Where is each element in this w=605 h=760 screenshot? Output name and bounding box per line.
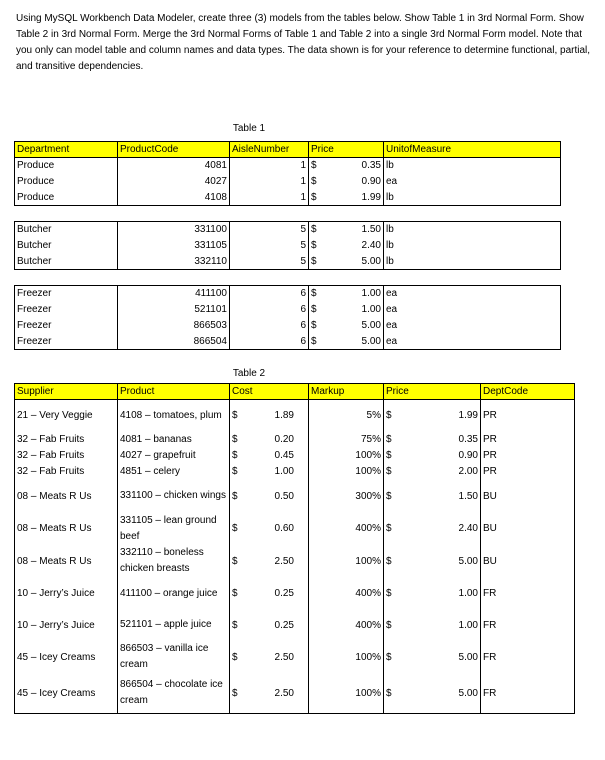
table1-row (15, 302, 561, 318)
product-code-cell: 4027 (118, 174, 230, 190)
table2-row (15, 448, 575, 464)
supplier-cell: 08 – Meats R Us (15, 545, 118, 578)
cost-cell (230, 480, 309, 513)
cost-cell (230, 545, 309, 578)
cost-value: 0.50 (274, 490, 294, 502)
price-value: 1.00 (458, 588, 478, 599)
price-value: 1.00 (361, 288, 381, 300)
table2-row (15, 464, 575, 480)
cost-value: 0.20 (274, 434, 294, 445)
price-cell (309, 238, 384, 254)
cost-value: 2.50 (274, 651, 294, 663)
currency-symbol: $ (386, 687, 392, 699)
product-cell: 521101 – apple juice (118, 610, 230, 641)
price-cell (309, 254, 384, 270)
price-value: 0.35 (361, 160, 381, 172)
price-cell (384, 545, 481, 578)
supplier-cell: 21 – Very Veggie (15, 400, 118, 432)
cost-value: 0.45 (274, 450, 294, 461)
table2-row (15, 432, 575, 448)
aisle-number-cell: 6 (230, 318, 309, 334)
dept-code-cell: BU (481, 545, 575, 578)
price-cell (384, 674, 481, 714)
currency-symbol: $ (386, 490, 392, 502)
price-cell (309, 190, 384, 206)
currency-symbol: $ (386, 466, 392, 477)
column-header: Price (309, 142, 384, 158)
dept-code-cell: BU (481, 513, 575, 545)
price-value: 2.00 (458, 466, 478, 477)
markup-cell: 400% (309, 610, 384, 641)
price-value: 2.40 (361, 240, 381, 251)
cost-value: 2.50 (274, 555, 294, 567)
price-value: 0.90 (361, 176, 381, 187)
department-cell: Butcher (15, 254, 118, 270)
product-code-cell: 332110 (118, 254, 230, 270)
dept-code-cell: BU (481, 480, 575, 513)
price-cell (309, 318, 384, 334)
table2 (14, 383, 575, 714)
table1-row (15, 238, 561, 254)
aisle-number-cell: 5 (230, 222, 309, 238)
department-cell: Freezer (15, 318, 118, 334)
price-value: 1.00 (458, 619, 478, 631)
department-cell: Freezer (15, 286, 118, 302)
aisle-number-cell: 1 (230, 174, 309, 190)
currency-symbol: $ (386, 450, 392, 461)
dept-code-cell: FR (481, 641, 575, 674)
currency-symbol: $ (311, 335, 317, 347)
table2-row (15, 578, 575, 610)
cost-value: 1.00 (274, 466, 294, 477)
department-cell: Butcher (15, 222, 118, 238)
cost-cell (230, 578, 309, 610)
column-header: Supplier (15, 384, 118, 400)
supplier-cell: 32 – Fab Fruits (15, 432, 118, 448)
currency-symbol: $ (386, 651, 392, 663)
product-code-cell: 4081 (118, 158, 230, 174)
currency-symbol: $ (386, 555, 392, 567)
supplier-cell: 08 – Meats R Us (15, 480, 118, 513)
price-cell (309, 174, 384, 190)
cost-cell (230, 513, 309, 545)
product-cell: 4108 – tomatoes, plum (118, 400, 230, 432)
currency-symbol: $ (311, 255, 317, 267)
table1-row (15, 222, 561, 238)
price-value: 1.99 (361, 191, 381, 203)
price-value: 2.40 (458, 523, 478, 534)
supplier-cell: 45 – Icey Creams (15, 641, 118, 674)
table1-row (15, 174, 561, 190)
currency-symbol: $ (311, 288, 317, 300)
dept-code-cell: PR (481, 464, 575, 480)
markup-cell: 5% (309, 400, 384, 432)
price-cell (384, 464, 481, 480)
cost-cell (230, 464, 309, 480)
currency-symbol: $ (386, 588, 392, 599)
markup-cell: 100% (309, 674, 384, 714)
supplier-cell: 32 – Fab Fruits (15, 448, 118, 464)
currency-symbol: $ (232, 651, 238, 663)
dept-code-cell: PR (481, 448, 575, 464)
currency-symbol: $ (386, 619, 392, 631)
unit-of-measure-cell: lb (384, 190, 561, 206)
aisle-number-cell: 6 (230, 286, 309, 302)
currency-symbol: $ (232, 687, 238, 699)
currency-symbol: $ (311, 160, 317, 172)
currency-symbol: $ (232, 466, 238, 477)
product-cell: 331105 – lean ground beef (118, 513, 230, 545)
aisle-number-cell: 1 (230, 190, 309, 206)
cost-value: 2.50 (274, 687, 294, 699)
cost-cell (230, 448, 309, 464)
price-value: 5.00 (458, 651, 478, 663)
unit-of-measure-cell: ea (384, 302, 561, 318)
price-value: 5.00 (458, 687, 478, 699)
table1-spacer-row (15, 206, 561, 222)
department-cell: Produce (15, 158, 118, 174)
price-cell (384, 448, 481, 464)
table1-header-row (15, 142, 561, 158)
unit-of-measure-cell: lb (384, 254, 561, 270)
table1-caption: Table 1 (232, 123, 266, 134)
cost-value: 0.25 (274, 619, 294, 631)
table1-row (15, 334, 561, 350)
price-value: 1.99 (458, 410, 478, 422)
currency-symbol: $ (232, 619, 238, 631)
markup-cell: 100% (309, 464, 384, 480)
currency-symbol: $ (232, 410, 238, 422)
table2-row (15, 545, 575, 578)
currency-symbol: $ (232, 450, 238, 461)
table1-row (15, 318, 561, 334)
unit-of-measure-cell: ea (384, 334, 561, 350)
unit-of-measure-cell: ea (384, 318, 561, 334)
currency-symbol: $ (311, 224, 317, 236)
currency-symbol: $ (232, 523, 238, 534)
aisle-number-cell: 5 (230, 238, 309, 254)
column-header: Markup (309, 384, 384, 400)
dept-code-cell: FR (481, 674, 575, 714)
cost-cell (230, 674, 309, 714)
price-cell (384, 641, 481, 674)
dept-code-cell: PR (481, 432, 575, 448)
product-cell: 4081 – bananas (118, 432, 230, 448)
aisle-number-cell: 1 (230, 158, 309, 174)
product-code-cell: 4108 (118, 190, 230, 206)
currency-symbol: $ (311, 240, 317, 251)
currency-symbol: $ (232, 588, 238, 599)
product-cell: 4027 – grapefruit (118, 448, 230, 464)
column-header: DeptCode (481, 384, 575, 400)
markup-cell: 75% (309, 432, 384, 448)
unit-of-measure-cell: lb (384, 158, 561, 174)
department-cell: Freezer (15, 302, 118, 318)
table2-row (15, 641, 575, 674)
dept-code-cell: FR (481, 610, 575, 641)
markup-cell: 300% (309, 480, 384, 513)
currency-symbol: $ (232, 555, 238, 567)
department-cell: Produce (15, 174, 118, 190)
table2-row (15, 480, 575, 513)
table2-row (15, 674, 575, 714)
price-value: 5.00 (361, 335, 381, 347)
cost-cell (230, 641, 309, 674)
product-cell: 866504 – chocolate ice cream (118, 674, 230, 714)
price-value: 0.35 (458, 434, 478, 445)
table2-row (15, 610, 575, 641)
dept-code-cell: FR (481, 578, 575, 610)
price-value: 1.50 (361, 224, 381, 236)
price-value: 0.90 (458, 450, 478, 461)
price-cell (384, 578, 481, 610)
cost-value: 0.25 (274, 588, 294, 599)
column-header: AisleNumber (230, 142, 309, 158)
column-header: Product (118, 384, 230, 400)
column-header: Price (384, 384, 481, 400)
price-cell (309, 286, 384, 302)
price-value: 5.00 (361, 255, 381, 267)
price-value: 5.00 (361, 320, 381, 331)
price-cell (384, 513, 481, 545)
price-cell (309, 222, 384, 238)
table1-row (15, 254, 561, 270)
unit-of-measure-cell: lb (384, 222, 561, 238)
unit-of-measure-cell: lb (384, 238, 561, 254)
markup-cell: 400% (309, 513, 384, 545)
product-code-cell: 521101 (118, 302, 230, 318)
cost-value: 1.89 (274, 410, 294, 422)
unit-of-measure-cell: ea (384, 174, 561, 190)
table1-row (15, 190, 561, 206)
product-cell: 331100 – chicken wings (118, 480, 230, 513)
unit-of-measure-cell: ea (384, 286, 561, 302)
product-code-cell: 866503 (118, 318, 230, 334)
currency-symbol: $ (386, 523, 392, 534)
price-value: 1.00 (361, 304, 381, 315)
department-cell: Produce (15, 190, 118, 206)
markup-cell: 100% (309, 641, 384, 674)
product-code-cell: 331105 (118, 238, 230, 254)
product-code-cell: 411100 (118, 286, 230, 302)
currency-symbol: $ (311, 191, 317, 203)
markup-cell: 400% (309, 578, 384, 610)
product-cell: 411100 – orange juice (118, 578, 230, 610)
column-header: Cost (230, 384, 309, 400)
currency-symbol: $ (311, 304, 317, 315)
column-header: ProductCode (118, 142, 230, 158)
aisle-number-cell: 6 (230, 334, 309, 350)
supplier-cell: 32 – Fab Fruits (15, 464, 118, 480)
cost-cell (230, 432, 309, 448)
price-cell (384, 400, 481, 432)
price-cell (309, 302, 384, 318)
cost-cell (230, 400, 309, 432)
markup-cell: 100% (309, 545, 384, 578)
supplier-cell: 10 – Jerry’s Juice (15, 578, 118, 610)
currency-symbol: $ (311, 176, 317, 187)
aisle-number-cell: 6 (230, 302, 309, 318)
currency-symbol: $ (232, 434, 238, 445)
table1 (14, 141, 561, 350)
product-cell: 4851 – celery (118, 464, 230, 480)
price-cell (384, 432, 481, 448)
cost-cell (230, 610, 309, 641)
price-cell (309, 158, 384, 174)
table2-header-row (15, 384, 575, 400)
price-cell (384, 610, 481, 641)
aisle-number-cell: 5 (230, 254, 309, 270)
department-cell: Freezer (15, 334, 118, 350)
table2-caption: Table 2 (232, 368, 266, 379)
column-header: Department (15, 142, 118, 158)
table1-row (15, 158, 561, 174)
cost-value: 0.60 (274, 523, 294, 534)
product-cell: 866503 – vanilla ice cream (118, 641, 230, 674)
price-value: 5.00 (458, 555, 478, 567)
price-cell (384, 480, 481, 513)
department-cell: Butcher (15, 238, 118, 254)
supplier-cell: 08 – Meats R Us (15, 513, 118, 545)
table1-row (15, 286, 561, 302)
price-cell (309, 334, 384, 350)
table1-spacer-row (15, 270, 561, 286)
column-header: UnitofMeasure (384, 142, 561, 158)
table2-row (15, 400, 575, 432)
product-code-cell: 331100 (118, 222, 230, 238)
currency-symbol: $ (386, 410, 392, 422)
product-cell: 332110 – boneless chicken breasts (118, 545, 230, 578)
currency-symbol: $ (386, 434, 392, 445)
dept-code-cell: PR (481, 400, 575, 432)
currency-symbol: $ (232, 490, 238, 502)
supplier-cell: 10 – Jerry’s Juice (15, 610, 118, 641)
table2-row (15, 513, 575, 545)
product-code-cell: 866504 (118, 334, 230, 350)
supplier-cell: 45 – Icey Creams (15, 674, 118, 714)
markup-cell: 100% (309, 448, 384, 464)
assignment-instructions: Using MySQL Workbench Data Modeler, create three (3) models from the tables below. Show Table 1 in 3rd Normal Form. Show Table 2 in 3rd Normal Form. Merge the 3rd Normal Forms of Table 1 and Table 2 into a single 3rd Normal Form model. Note that you only can model table and column names and data types. The data shown is for your reference to determine functional, partial, and transitive dependencies. (16, 13, 591, 72)
currency-symbol: $ (311, 320, 317, 331)
price-value: 1.50 (458, 490, 478, 502)
